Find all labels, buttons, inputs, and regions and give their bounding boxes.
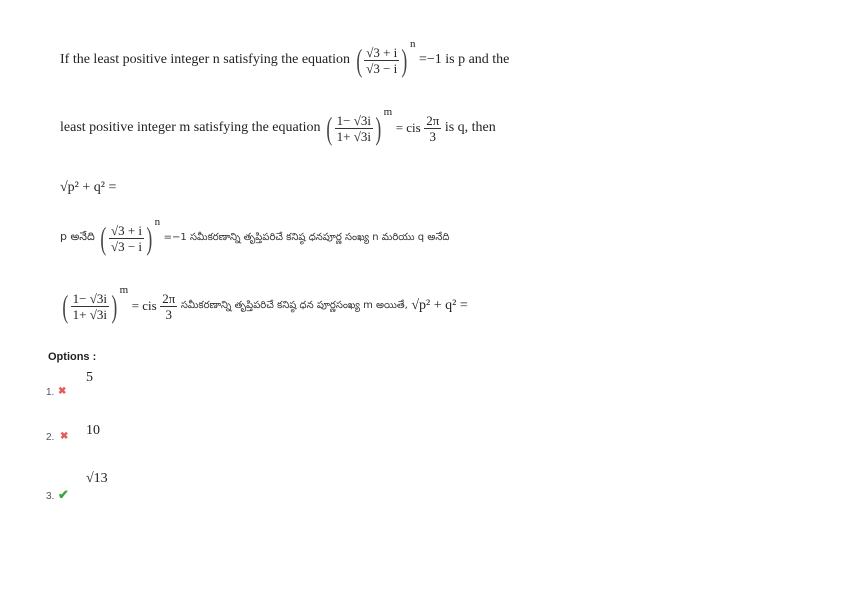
question-line2: least positive integer m satisfying the equation ( $\frac{1- √3i}{1+ √3i}$ ) $^m$ = cis $\frac{2\pi}{3}$ is q, then [60,106,496,146]
question-line2-text: least positive integer m satisfying the equation [60,120,321,135]
fraction-2pi-over-3: $\frac{2\pi}{3}$ [426,112,440,144]
cis-label: = cis [395,120,421,135]
option-2-number: 2. [46,432,55,443]
question-line1-after: =−1 is p and the [418,52,510,67]
telugu-line1: p అనేది ( $\frac{√3 + i}{√3 - i}$ ) $^n$ =−1 సమీకరణాన్ని తృప్తిపరిచే కనిష్ఠ ధనపూర్ణ సంఖ్య n మరియు q అనేది [60,216,450,256]
telugu-exponent-n: n [154,216,161,229]
fraction-sqrt3-plus-i: $\frac{√3 + i}{√3 - i}$ [366,44,398,76]
option-2-value: 10 [86,423,100,438]
option-3-check-icon: ✔ [58,487,69,502]
option-3-value: √13 [86,471,108,486]
telugu-fraction-1-minus-sqrt3i: $\frac{1- √3i}{1+ √3i}$ [72,290,107,322]
option-1-cross-icon: ✖ [58,386,67,397]
telugu-fraction-2pi-over-3: $\frac{2\pi}{3}$ [162,290,176,322]
telugu-line2: ( $\frac{1- √3i}{1+ √3i}$ ) $^m$ = cis $\frac{2\pi}{3}$ సమీకరణాన్ని తృప్తిపరిచే కనిష్ఠ ధన పూర్ణసంఖ్య m అయితే, √p² + q² = [62,284,468,324]
question-line2-after: is q, then [444,120,496,135]
option-2[interactable] [46,423,166,453]
option-2-cross-icon: ✖ [60,431,69,442]
option-1[interactable] [46,370,166,400]
option-1-number: 1. [46,387,55,398]
exponent-m: m [383,106,393,119]
option-3-number: 3. [46,491,55,502]
question-line1: If the least positive integer n satisfying the equation ( $\frac{√3 + i}{√3 - i}$ ) $^n$ =−1 is p and the [60,38,510,78]
telugu-cis-label: = cis [131,298,157,313]
option-3[interactable] [46,471,166,507]
telugu-fraction-sqrt3-plus-i: $\frac{√3 + i}{√3 - i}$ [110,222,143,254]
telugu-p-label: p అనేది [60,230,95,243]
options-label: Options : [48,351,97,363]
question-result-expr: √p² + q² = [60,180,117,195]
option-1-value: 5 [86,370,93,385]
telugu-line1-after: =−1 సమీకరణాన్ని తృప్తిపరిచే కనిష్ఠ ధనపూర్ణ సంఖ్య n మరియు q అనేది [163,232,450,243]
question-line1-text: If the least positive integer n satisfying the equation [60,52,351,67]
telugu-result-expr: √p² + q² = [411,298,468,313]
telugu-exponent-m: m [119,284,129,297]
telugu-line2-after: సమీకరణాన్ని తృప్తిపరిచే కనిష్ఠ ధన పూర్ణసంఖ్య m అయితే, [180,300,408,311]
fraction-1-minus-sqrt3i: $\frac{1- √3i}{1+ √3i}$ [336,112,371,144]
exponent-n: n [409,38,416,51]
